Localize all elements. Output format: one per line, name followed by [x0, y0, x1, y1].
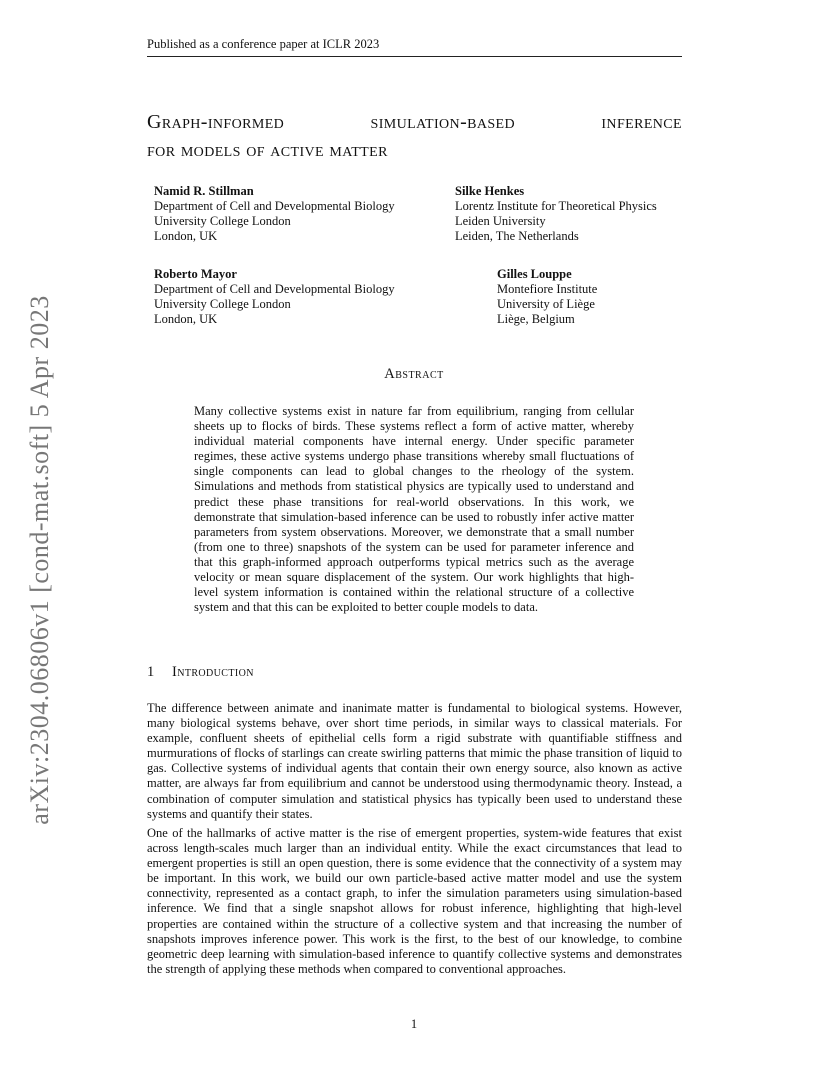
author-name: Silke Henkes [455, 184, 525, 198]
author-affiliation: Montefiore Institute [497, 282, 598, 296]
author-affiliation: London, UK [154, 229, 218, 243]
body-paragraph: One of the hallmarks of active matter is the rise of emergent properties, system-wide features that exist across length-scales much larger than an individual entity. While the exact circumstances that lead to emergent properties is still an open question, there is some evidence that the connectivity of a system may be important. In this work, we build our own particle-based active matter model and use the system connectivity, represented as a contact graph, to infer the simulation parameters using simulation-based inference. We find that a single snapshot allows for robust inference, highlighting that high-level properties are contained within the structure of a collective system and that increasing the number of snapshots improves inference power. This work is the first, to the best of our knowledge, to combine geometric deep learning with simulation-based inference to quantify collective systems and demonstrates the strength of applying these methods when compared to conventional approaches. [147, 826, 682, 976]
section-number: 1 [147, 664, 155, 680]
arxiv-id: arXiv:2304.06806v1 [cond-mat.soft] 5 Apr 2023 [25, 295, 54, 825]
author-block [154, 267, 395, 327]
abstract-text: Many collective systems exist in nature far from equilibrium, ranging from cellular sheets up to flocks of birds. These systems reflect a form of active matter, whereby individual material components have internal energy. Under specific parameter regimes, these active systems undergo phase transitions whereby small fluctuations of single components can lead to global changes to the rheology of the system. Simulations and methods from statistical physics are typically used to understand and predict these phase transitions for real-world observations. In this work, we demonstrate that simulation-based inference can be used to robustly infer active matter parameters from system observations. Moreover, we demonstrate that a small number (from one to three) snapshots of the system can be used for parameter inference and that this graph-informed approach outperforms typical metrics such as the average velocity or mean square displacement of the system. Our work highlights that high-level system information is contained within the relational structure of a collective system and that this can be exploited to better couple models to data. [194, 404, 634, 615]
author-affiliation: London, UK [154, 312, 218, 326]
author-name: Roberto Mayor [154, 267, 237, 281]
title-word: inference [601, 111, 682, 133]
author-affiliation: Department of Cell and Developmental Biology [154, 282, 395, 296]
author-affiliation: Liège, Belgium [497, 312, 575, 326]
page-number: 1 [410, 1017, 418, 1031]
title-word: Graph-informed [147, 111, 285, 133]
title-line-1 [147, 108, 682, 136]
author-affiliation: Leiden, The Netherlands [455, 229, 579, 243]
running-header: Published as a conference paper at ICLR 2023 [147, 36, 682, 57]
section-title: Introduction [172, 664, 254, 680]
paper-title [147, 108, 682, 164]
title-line-2: for models of active matter [147, 139, 388, 161]
author-affiliation: Leiden University [455, 214, 546, 228]
author-name: Namid R. Stillman [154, 184, 254, 198]
author-affiliation: University College London [154, 214, 291, 228]
body-paragraph: The difference between animate and inanimate matter is fundamental to biological systems. However, many biological systems behave, over short time periods, in similar ways to classical materials. For example, confluent sheets of epithelial cells form a rigid substrate with quantifiable stiffness and murmurations of flocks of starlings can create swirling patterns that mimic the phase transition of liquid to gas. Collective systems of individual agents that contain their own energy source, also known as active matter, are always far from equilibrium and cannot be understood using thermodynamic theory. Instead, a combination of computer simulation and statistical physics has typically been used to understand these systems and quantify their states. [147, 701, 682, 821]
author-affiliation: University College London [154, 297, 291, 311]
author-block [455, 184, 657, 244]
author-block [154, 184, 395, 244]
arxiv-stamp [22, 265, 58, 855]
abstract-heading: Abstract [384, 366, 444, 382]
section-heading [147, 664, 254, 681]
author-affiliation: Department of Cell and Developmental Biology [154, 199, 395, 213]
title-word: simulation-based [370, 111, 516, 133]
author-affiliation: Lorentz Institute for Theoretical Physics [455, 199, 657, 213]
author-affiliation: University of Liège [497, 297, 595, 311]
author-block [497, 267, 597, 327]
author-name: Gilles Louppe [497, 267, 572, 281]
